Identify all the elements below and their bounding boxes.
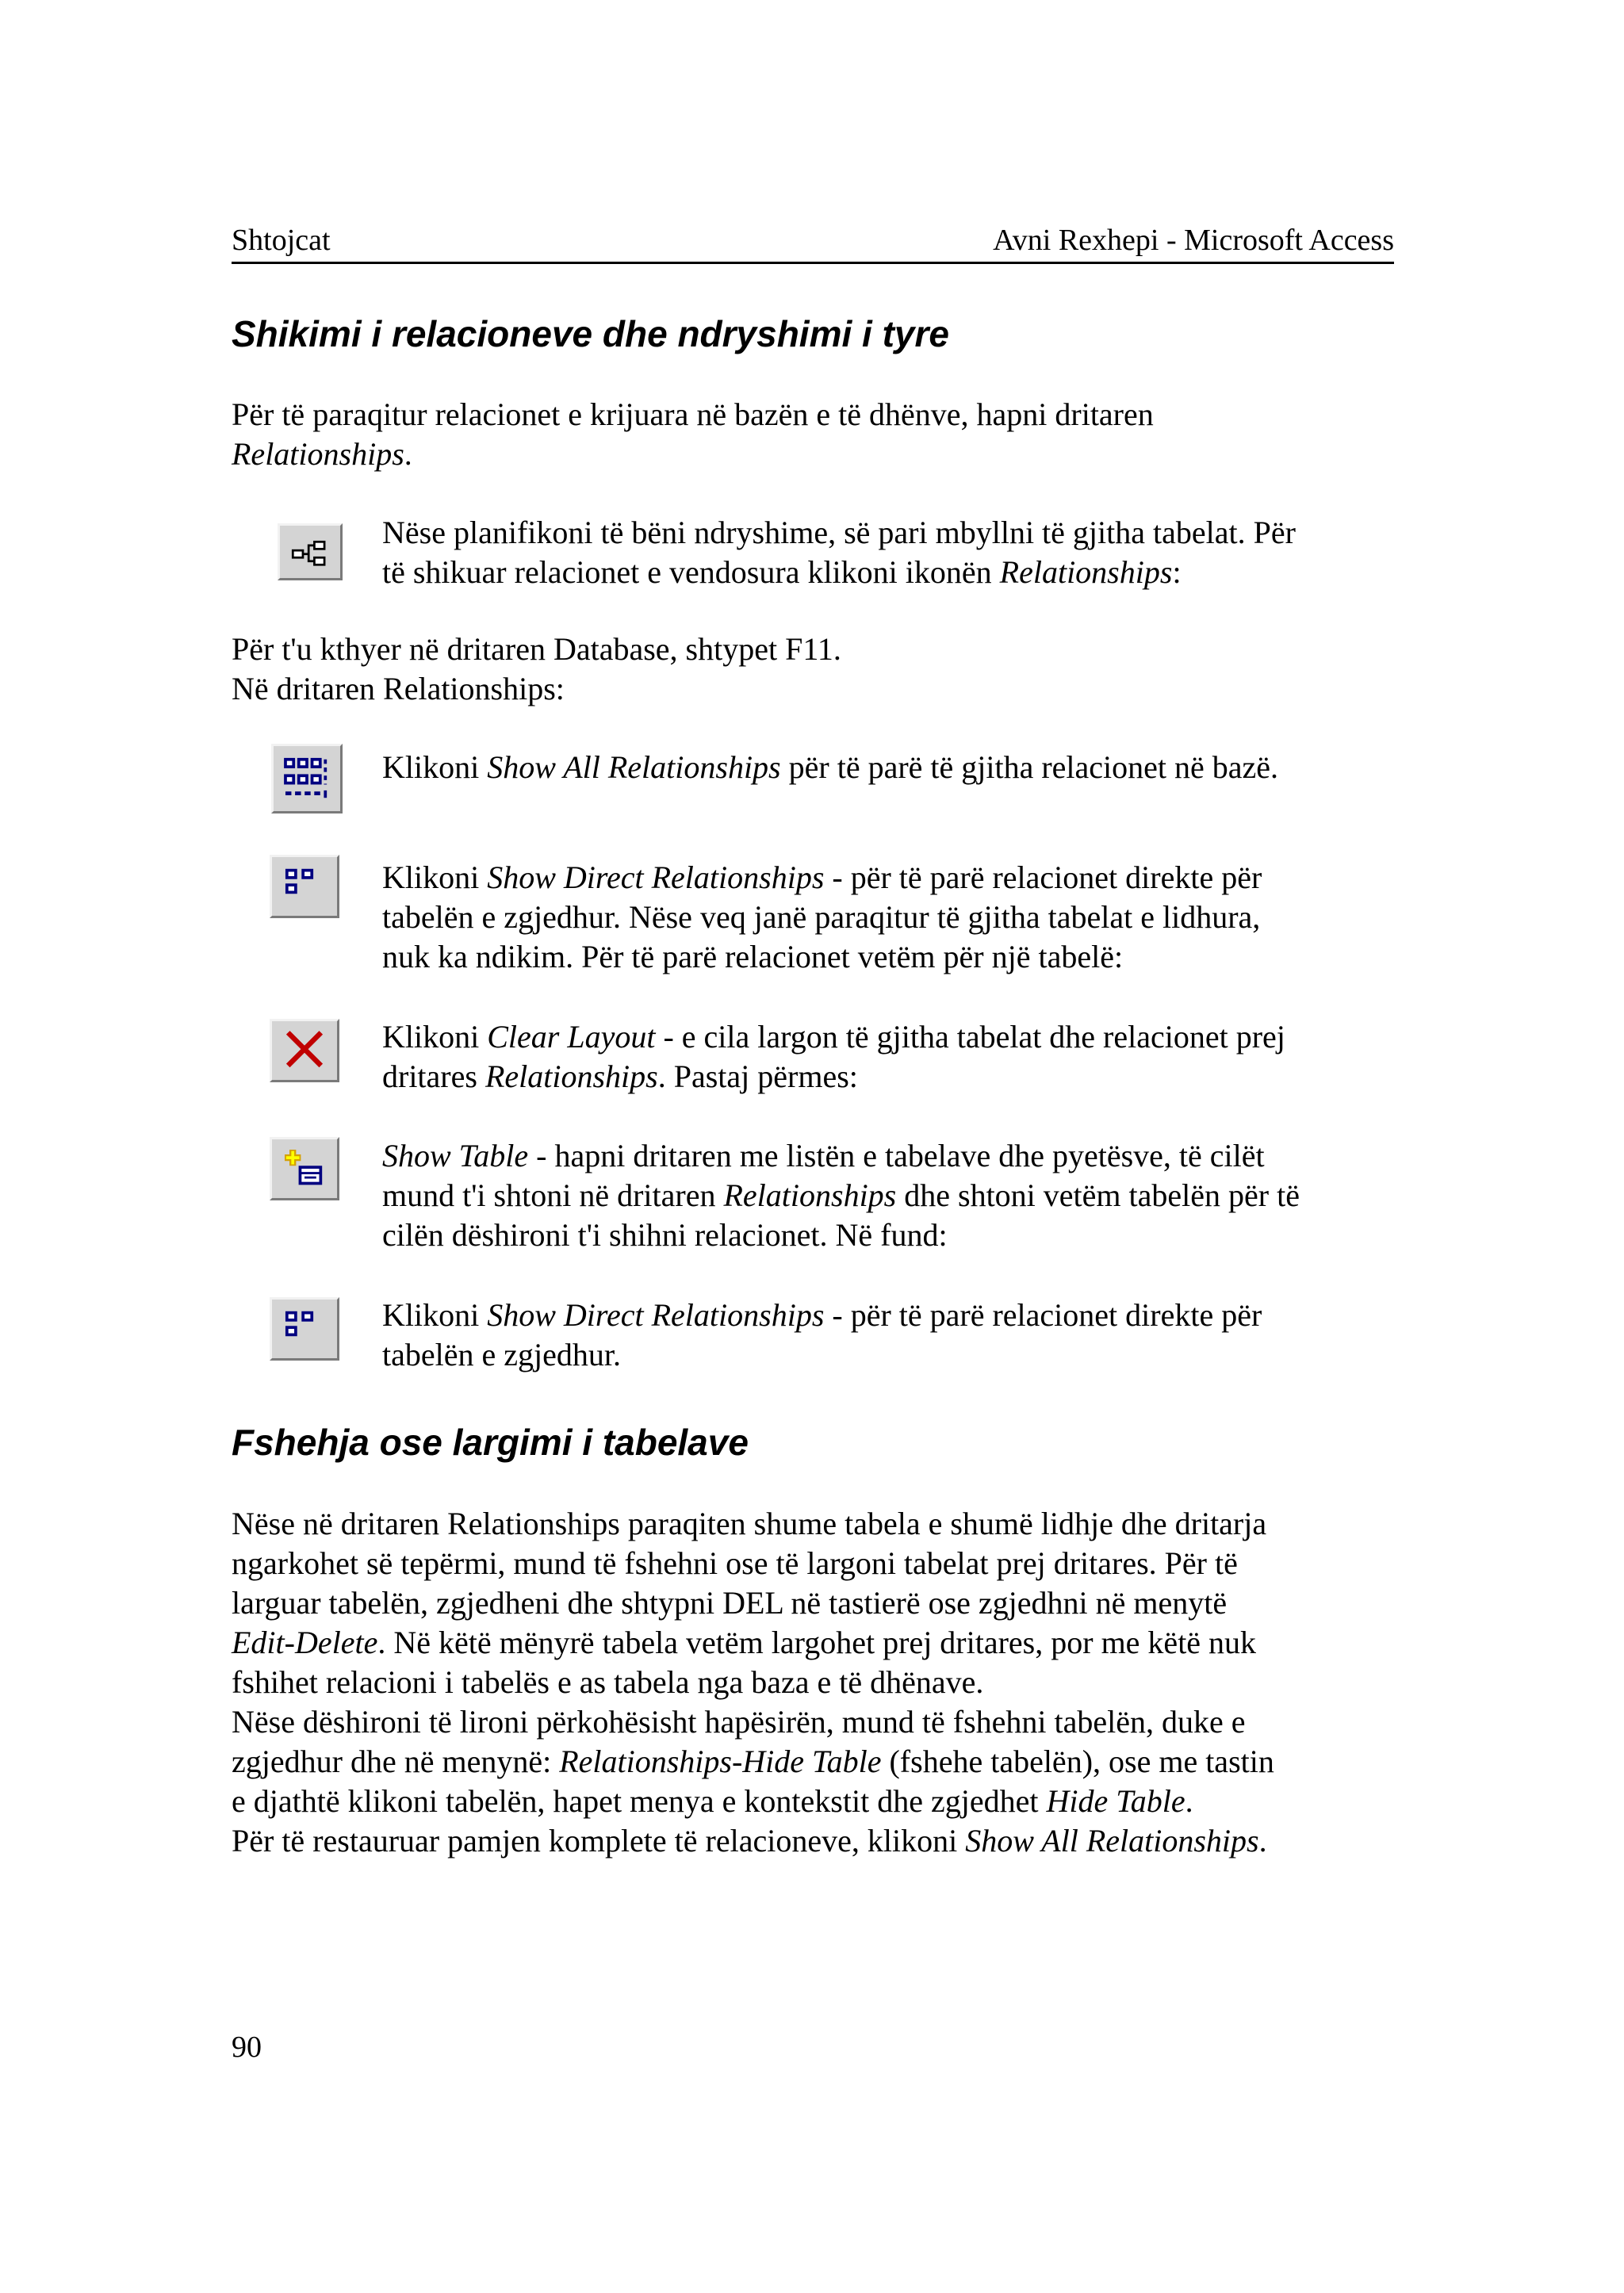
show-direct-paragraph-2: Klikoni Show Direct Relationships - për të parë relacionet direkte për tabelën e zgjedhur. (382, 1297, 1262, 1372)
clear-layout-paragraph: Klikoni Clear Layout - e cila largon të gjitha tabelat dhe relacionet prej dritares Relationships. Pastaj përmes: (382, 1019, 1285, 1094)
show-table-icon (270, 1137, 339, 1200)
show-table-paragraph: Show Table - hapni dritaren me listën e tabelave dhe pyetësve, të cilët mund t'i shtoni në dritaren Relationships dhe shtoni vetëm tabelën për të cilën dëshironi t'i shihni relacionet. Në fund: (382, 1138, 1300, 1253)
show-all-paragraph: Klikoni Show All Relationships për të parë të gjitha relacionet në bazë. (382, 749, 1279, 785)
relationships-icon (278, 523, 343, 580)
section-heading-hide-tables: Fshehja ose largimi i tabelave (232, 1422, 749, 1463)
clear-layout-icon (270, 1019, 339, 1082)
show-all-relationships-icon (271, 744, 343, 813)
header-section-name: Shtojcat (232, 224, 331, 257)
show-direct-relationships-icon (270, 1297, 339, 1361)
header-author-title: Avni Rexhepi - Microsoft Access (993, 224, 1394, 257)
running-header (232, 219, 1394, 264)
hide-tables-paragraph: Nëse në dritaren Relationships paraqiten shume tabela e shumë lidhje dhe dritarja ngarkohet së tepërmi, mund të fshehni ose të largoni tabelat prej dritares. Për të larguar tabelën, zgjedheni dhe shtypni DEL në tastierë ose zgjedhni në menytë Edit-Delete. Në këtë mënyrë tabela vetëm largohet prej dritares, por me këtë nuk fshihet relacioni i tabelës e as tabela nga baza e të dhënave. Nëse dëshironi të lironi përkohësisht hapësirën, mund të fshehni tabelën, duke e zgjedhur dhe në menynë: Relationships-Hide Table (fshehe tabelën), ose me tastin e djathtë klikoni tabelën, hapet menya e kontekstit dhe zgjedhet Hide Table. Për të restauruar pamjen komplete të relacioneve, klikoni Show All Relationships. (232, 1506, 1274, 1859)
show-direct-paragraph-1: Klikoni Show Direct Relationships - për të parë relacionet direkte për tabelën e zgjedhur. Nëse veq janë paraqitur të gjitha tabelat e lidhura, nuk ka ndikim. Për të parë relacionet vetëm për një tabelë: (382, 859, 1262, 974)
relationships-paragraph: Nëse planifikoni të bëni ndryshime, së pari mbyllni të gjitha tabelat. Për të shikuar relacionet e vendosura klikoni ikonën Relationships: (382, 515, 1296, 590)
show-direct-relationships-icon (270, 855, 339, 918)
section-heading-relationships: Shikimi i relacioneve dhe ndryshimi i tyre (232, 313, 949, 354)
page-number: 90 (232, 2031, 262, 2064)
database-return-paragraph: Për t'u kthyer në dritaren Database, shtypet F11. Në dritaren Relationships: (232, 631, 841, 706)
intro-paragraph: Për të paraqitur relacionet e krijuara në bazën e të dhënve, hapni dritaren Relationships. (232, 396, 1154, 472)
